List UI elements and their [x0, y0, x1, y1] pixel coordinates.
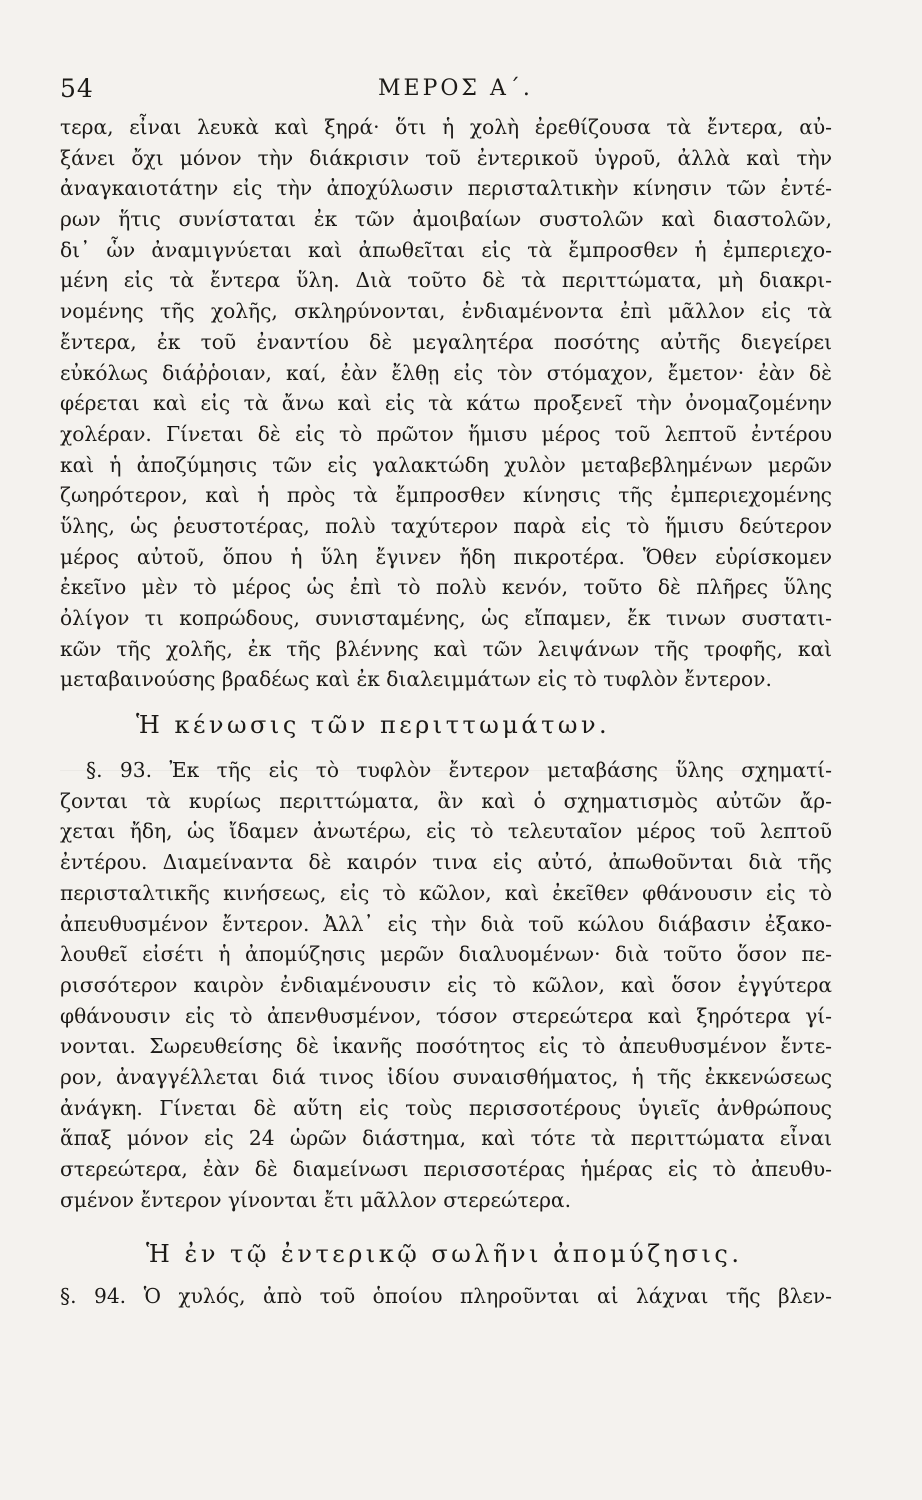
text-line: τερα, εἶναι λευκὰ καὶ ξηρά· ὅτι ἡ χολὴ ἐρεθίζουσα τὰ ἔντερα, αὐ-: [60, 115, 832, 139]
text-line: περισταλτικῆς κινήσεως, εἰς τὸ κῶλον, καὶ ἐκεῖθεν φθάνουσιν εἰς τὸ: [60, 880, 832, 905]
text-line: ἐντέρου. Διαμείναντα δὲ καιρόν τινα εἰς αὐτό, ἀπωθοῦνται διὰ τῆς: [60, 850, 832, 875]
text-line: λουθεῖ εἰσέτι ἡ ἀπομύζησις μερῶν διαλυομένων· διὰ τοῦτο ὅσον πε-: [60, 942, 832, 967]
text-line: χεται ἤδη, ὡς ἴδαμεν ἀνωτέρω, εἰς τὸ τελευταῖον μέρος τοῦ λεπτοῦ: [60, 819, 832, 844]
text-line: μένη εἰς τὰ ἔντερα ὕλη. Διὰ τοῦτο δὲ τὰ περιττώματα, μὴ διακρι-: [60, 268, 832, 293]
text-line: ζωηρότερον, καὶ ἡ πρὸς τὰ ἔμπροσθεν κίνησις τῆς ἐμπεριεχομένης: [60, 483, 832, 508]
text-line: ρων ἥτις συνίσταται ἐκ τῶν ἀμοιβαίων συστολῶν καὶ διαστολῶν,: [60, 207, 832, 232]
text-line: φθάνουσιν εἰς τὸ ἀπενθυσμένον, τόσον στερεώτερα καὶ ξηρότερα γί-: [60, 1003, 832, 1028]
text-line: δι᾽ ὧν ἀναμιγνύεται καὶ ἀπωθεῖται εἰς τὰ ἔμπροσθεν ἡ ἐμπεριεχο-: [60, 237, 832, 262]
text-line: φέρεται καὶ εἰς τὰ ἄνω καὶ εἰς τὰ κάτω προξενεῖ τὴν ὀνομαζομένην: [60, 391, 832, 416]
text-line: ρον, ἀναγγέλλεται διά τινος ἰδίου συναισθήματος, ἡ τῆς ἐκκενώσεως: [60, 1064, 832, 1089]
text-line: ἔντερα, ἐκ τοῦ ἐναντίου δὲ μεγαλητέρα ποσότης αὐτῆς διεγείρει: [60, 329, 832, 354]
book-page: [60, 66, 832, 1312]
section-heading: Ἡ ἐν τῷ ἐντερικῷ σωλῆνι ἀπομύζησις.: [146, 1240, 743, 1269]
running-title: ΜΕΡΟΣ Α΄.: [378, 76, 533, 101]
running-head: [60, 66, 832, 112]
text-line: ἀναγκαιοτάτην εἰς τὴν ἀποχύλωσιν περισταλτικὴν κίνησιν τῶν ἐντέ-: [60, 176, 832, 201]
text-line: §. 94. Ὁ χυλός, ἀπὸ τοῦ ὁποίου πληροῦνται αἱ λάχναι τῆς βλεν-: [60, 1284, 832, 1309]
text-line: μεταβαινούσης βραδέως καὶ ἐκ διαλειμμάτων εἰς τὸ τυφλὸν ἔντερον.: [60, 667, 772, 692]
text-line: ἀνάγκη. Γίνεται δὲ αὕτη εἰς τοὺς περισσοτέρους ὑγιεῖς ἀνθρώπους: [60, 1095, 832, 1120]
text-line: ὀλίγον τι κοπρώδους, συνισταμένης, ὡς εἴπαμεν, ἔκ τινων συστατι-: [60, 606, 832, 630]
paragraph-section-93: [60, 755, 832, 1215]
text-line: καὶ ἡ ἀποζύμησις τῶν εἰς γαλακτώδη χυλὸν μεταβεβλημένων μερῶν: [60, 452, 832, 477]
text-line: νονται. Σωρευθείσης δὲ ἱκανῆς ποσότητος εἰς τὸ ἀπευθυσμένον ἔντε-: [60, 1034, 832, 1059]
paragraph-continued: [60, 112, 832, 695]
section-heading: Ἡ κένωσις τῶν περιττωμάτων.: [136, 711, 611, 740]
text-line: §. 93. Ἐκ τῆς εἰς τὸ τυφλὸν ἔντερον μεταβάσης ὕλης σχηματί-: [86, 758, 832, 783]
text-line: εὐκόλως διάῤῥοιαν, καί, ἐὰν ἔλθῃ εἰς τὸν στόμαχον, ἔμετον· ἐὰν δὲ: [60, 360, 832, 385]
text-line: ξάνει ὄχι μόνον τὴν διάκρισιν τοῦ ἐντερικοῦ ὑγροῦ, ἀλλὰ καὶ τὴν: [60, 145, 832, 170]
text-line: ζονται τὰ κυρίως περιττώματα, ἂν καὶ ὁ σχηματισμὸς αὐτῶν ἄρ-: [60, 788, 832, 813]
text-line: κῶν τῆς χολῆς, ἐκ τῆς βλέννης καὶ τῶν λειψάνων τῆς τροφῆς, καὶ: [60, 636, 832, 661]
text-line: ἀπευθυσμένον ἔντερον. Ἀλλ᾽ εἰς τὴν διὰ τοῦ κώλου διάβασιν ἐξακο-: [60, 911, 832, 936]
page-number: 54: [60, 74, 94, 103]
paragraph-section-94: [60, 1281, 832, 1312]
text-line: ἅπαξ μόνον εἰς 24 ὡρῶν διάστημα, καὶ τότε τὰ περιττώματα εἶναι: [60, 1126, 832, 1151]
text-line: σμένον ἔντερον γίνονται ἔτι μᾶλλον στερεώτερα.: [60, 1187, 571, 1212]
text-line: χολέραν. Γίνεται δὲ εἰς τὸ πρῶτον ἥμισυ μέρος τοῦ λεπτοῦ ἐντέρου: [60, 421, 832, 446]
text-line: μέρος αὐτοῦ, ὅπου ἡ ὕλη ἔγινεν ἤδη πικροτέρα. Ὅθεν εὑρίσκομεν: [60, 544, 832, 569]
text-line: ὕλης, ὡς ῥευστοτέρας, πολὺ ταχύτερον παρὰ εἰς τὸ ἥμισυ δεύτερον: [60, 513, 832, 538]
text-line: ρισσότερον καιρὸν ἐνδιαμένουσιν εἰς τὸ κῶλον, καὶ ὅσον ἐγγύτερα: [60, 972, 832, 997]
text-line: νομένης τῆς χολῆς, σκληρύνονται, ἐνδιαμένοντα ἐπὶ μᾶλλον εἰς τὰ: [60, 299, 832, 324]
text-line: στερεώτερα, ἐὰν δὲ διαμείνωσι περισσοτέρας ἡμέρας εἰς τὸ ἀπευθυ-: [60, 1157, 832, 1181]
text-line: ἐκεῖνο μὲν τὸ μέρος ὡς ἐπὶ τὸ πολὺ κενόν, τοῦτο δὲ πλῆρες ὕλης: [60, 575, 832, 600]
